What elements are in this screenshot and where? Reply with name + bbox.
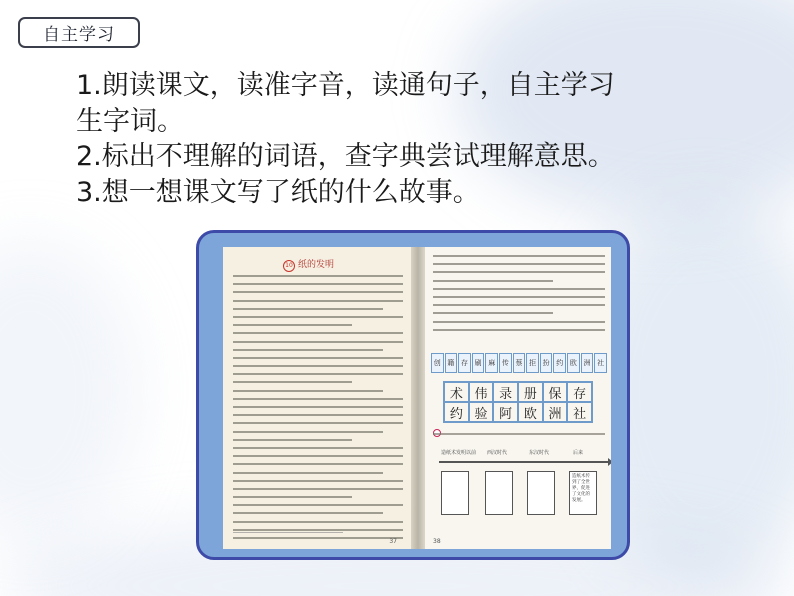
instruction-line: 生字词。 <box>76 105 184 137</box>
exercise-instruction <box>433 433 605 435</box>
text-line <box>233 431 383 433</box>
grid-character: 术 <box>444 382 469 402</box>
grid-character: 社 <box>567 402 592 422</box>
grid-character: 册 <box>518 382 543 402</box>
grid-character: 验 <box>469 402 494 422</box>
timeline-label: 东汉时代 <box>529 450 550 456</box>
text-line <box>233 349 383 351</box>
text-line <box>233 275 403 277</box>
text-line <box>233 341 403 343</box>
timeline-box-text: 造纸术传到了全世界，促进了文化的发展。 <box>572 474 590 503</box>
strip-character: 扮 <box>540 353 553 373</box>
timeline-box <box>569 471 597 515</box>
text-line <box>233 496 352 498</box>
text-line <box>233 365 403 367</box>
text-line <box>233 308 383 310</box>
text-line <box>233 406 403 408</box>
page-number: 38 <box>433 538 441 545</box>
grid-character: 录 <box>493 382 518 402</box>
book-gutter <box>411 247 425 549</box>
strip-character: 拒 <box>526 353 539 373</box>
grid-character: 伟 <box>469 382 494 402</box>
grid-character: 洲 <box>543 402 568 422</box>
strip-character: 籍 <box>445 353 458 373</box>
character-grid <box>443 381 593 423</box>
text-line <box>233 283 403 285</box>
text-line <box>233 447 403 449</box>
text-line <box>233 373 403 375</box>
text-line <box>233 390 383 392</box>
text-line <box>433 312 553 314</box>
strip-character: 创 <box>431 353 444 373</box>
text-line <box>233 439 352 441</box>
timeline-label: 西汉时代 <box>487 450 508 456</box>
text-line <box>233 414 403 416</box>
textbook-left-page <box>223 247 411 549</box>
section-label <box>18 17 140 48</box>
text-line <box>233 488 403 490</box>
body-text-block <box>233 275 403 545</box>
section-label-text: 自主学习 <box>43 25 115 45</box>
grid-character: 阿 <box>493 402 518 422</box>
text-line <box>233 529 403 531</box>
text-line <box>433 321 605 323</box>
text-line <box>233 504 403 506</box>
strip-character: 社 <box>594 353 607 373</box>
timeline-label: 后来 <box>573 450 584 456</box>
strip-character: 欧 <box>567 353 580 373</box>
grid-character: 存 <box>567 382 592 402</box>
text-line <box>233 537 403 539</box>
textbook-right-page <box>425 247 611 549</box>
new-character-strip <box>431 353 607 373</box>
text-line <box>433 329 605 331</box>
text-line <box>233 300 403 302</box>
grid-character: 保 <box>543 382 568 402</box>
timeline-arrow <box>439 461 609 463</box>
timeline-box <box>441 471 469 515</box>
text-line <box>233 480 403 482</box>
text-line <box>433 304 605 306</box>
text-line <box>233 472 383 474</box>
instruction-list <box>76 68 736 210</box>
text-line <box>433 271 605 273</box>
strip-character: 麻 <box>485 353 498 373</box>
strip-character: 刷 <box>472 353 485 373</box>
strip-character: 传 <box>499 353 512 373</box>
decorative-wash <box>0 240 140 540</box>
textbook-image <box>196 230 630 560</box>
text-line <box>233 291 403 293</box>
text-line <box>233 512 383 514</box>
text-line <box>233 422 403 424</box>
text-line <box>433 280 553 282</box>
text-line <box>233 398 403 400</box>
text-line <box>433 296 605 298</box>
lesson-number-badge: 10 <box>283 260 295 272</box>
text-line <box>233 521 403 523</box>
strip-character: 约 <box>553 353 566 373</box>
text-line <box>233 316 403 318</box>
text-line <box>433 255 605 257</box>
footnote-line <box>233 532 343 534</box>
text-line <box>233 357 403 359</box>
instruction-line: 2.标出不理解的词语，查字典尝试理解意思。 <box>76 141 615 172</box>
timeline-label: 造纸术发明以前 <box>441 450 477 456</box>
page-number: 37 <box>389 538 397 545</box>
body-text-block <box>433 255 605 337</box>
timeline-box <box>527 471 555 515</box>
text-line <box>233 332 403 334</box>
strip-character: 蔡 <box>513 353 526 373</box>
strip-character: 存 <box>458 353 471 373</box>
text-line <box>233 455 403 457</box>
instruction-line: 1.朗读课文，读准字音，读通句子，自主学习 <box>76 70 615 101</box>
text-line <box>433 288 605 290</box>
instruction-line: 3.想一想课文写了纸的什么故事。 <box>76 176 480 208</box>
grid-character: 约 <box>444 402 469 422</box>
text-line <box>433 263 605 265</box>
timeline-box <box>485 471 513 515</box>
lesson-title <box>283 257 334 272</box>
grid-character: 欧 <box>518 402 543 422</box>
text-line <box>233 381 352 383</box>
strip-character: 洲 <box>581 353 594 373</box>
text-line <box>233 324 352 326</box>
lesson-title-text: 纸的发明 <box>298 260 335 270</box>
text-line <box>233 463 403 465</box>
